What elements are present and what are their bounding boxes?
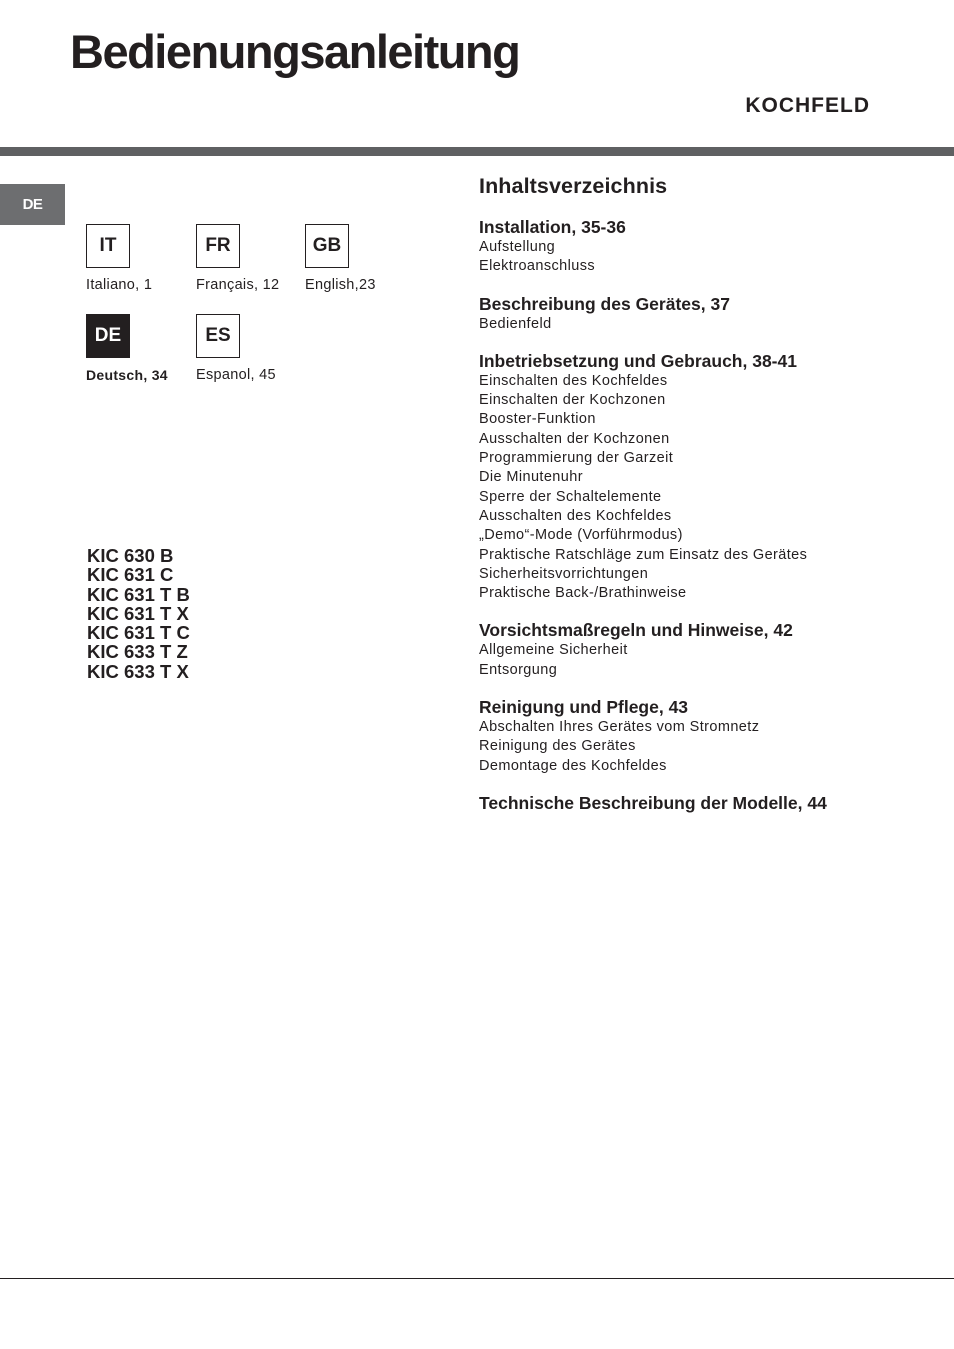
language-side-tab: DE — [0, 184, 65, 225]
model-number: KIC 631 C — [87, 564, 174, 586]
toc-item[interactable]: Elektroanschluss — [479, 258, 596, 275]
language-page-ref: English,23 — [305, 277, 376, 293]
language-code-box[interactable]: DE — [86, 314, 130, 358]
language-page-ref: Espanol, 45 — [196, 367, 276, 383]
toc-item[interactable]: Abschalten Ihres Gerätes vom Stromnetz — [479, 719, 760, 736]
toc-section-installation — [479, 217, 919, 277]
toc-heading[interactable]: Reinigung und Pflege, 43 — [479, 697, 689, 718]
toc-item[interactable]: Die Minutenuhr — [479, 469, 583, 486]
toc-item[interactable]: Ausschalten der Kochzonen — [479, 430, 670, 447]
toc-item[interactable]: „Demo“-Mode (Vorführmodus) — [479, 527, 683, 544]
footer-divider — [0, 1278, 954, 1279]
language-entry-gb[interactable] — [305, 224, 465, 293]
toc-heading[interactable]: Technische Beschreibung der Modelle, 44 — [479, 792, 827, 813]
language-entry-es[interactable] — [196, 314, 356, 383]
language-page-ref: Français, 12 — [196, 277, 280, 293]
language-page-ref: Italiano, 1 — [86, 277, 153, 293]
toc-heading[interactable]: Vorsichtsmaßregeln und Hinweise, 42 — [479, 620, 793, 641]
header-divider-bar — [0, 147, 954, 156]
model-number: KIC 631 T B — [87, 583, 190, 605]
toc-item[interactable]: Einschalten der Kochzonen — [479, 392, 666, 409]
toc-item[interactable]: Sperre der Schaltelemente — [479, 488, 662, 505]
toc-item[interactable]: Ausschalten des Kochfeldes — [479, 507, 672, 524]
language-code-box[interactable]: IT — [86, 224, 130, 268]
page-title: Bedienungsanleitung — [70, 25, 520, 78]
toc-item[interactable]: Praktische Back-/Brathinweise — [479, 585, 687, 602]
toc-item[interactable]: Praktische Ratschläge zum Einsatz des Gerätes — [479, 546, 808, 563]
toc-heading[interactable]: Beschreibung des Gerätes, 37 — [479, 293, 730, 314]
toc-item[interactable]: Sicherheitsvorrichtungen — [479, 565, 649, 582]
table-of-contents — [479, 174, 919, 831]
toc-section-inbetriebsetzung — [479, 351, 919, 604]
model-list — [87, 546, 190, 681]
toc-item[interactable]: Allgemeine Sicherheit — [479, 642, 628, 659]
toc-section-beschreibung — [479, 294, 919, 334]
toc-item[interactable]: Entsorgung — [479, 661, 558, 678]
language-code-box[interactable]: ES — [196, 314, 240, 358]
toc-item[interactable]: Bedienfeld — [479, 315, 552, 332]
toc-title: Inhaltsverzeichnis — [479, 174, 668, 198]
toc-section-technik — [479, 793, 919, 814]
toc-item[interactable]: Demontage des Kochfeldes — [479, 757, 667, 774]
toc-item[interactable]: Booster-Funktion — [479, 411, 596, 428]
toc-item[interactable]: Programmierung der Garzeit — [479, 450, 674, 467]
model-number: KIC 633 T X — [87, 660, 189, 682]
toc-section-reinigung — [479, 697, 919, 776]
language-code-box[interactable]: FR — [196, 224, 240, 268]
model-number: KIC 633 T Z — [87, 641, 188, 663]
product-type-label: KOCHFELD — [745, 94, 870, 117]
toc-section-vorsicht — [479, 620, 919, 680]
model-number: KIC 631 T C — [87, 622, 190, 644]
toc-item[interactable]: Reinigung des Gerätes — [479, 738, 636, 755]
language-code-box[interactable]: GB — [305, 224, 349, 268]
toc-heading[interactable]: Installation, 35-36 — [479, 217, 626, 237]
toc-item[interactable]: Einschalten des Kochfeldes — [479, 372, 668, 389]
language-page-ref: Deutsch, 34 — [86, 367, 168, 383]
toc-heading[interactable]: Inbetriebsetzung und Gebrauch, 38-41 — [479, 350, 797, 371]
toc-item[interactable]: Aufstellung — [479, 239, 556, 255]
model-number: KIC 630 B — [87, 545, 174, 566]
model-number: KIC 631 T X — [87, 602, 189, 624]
